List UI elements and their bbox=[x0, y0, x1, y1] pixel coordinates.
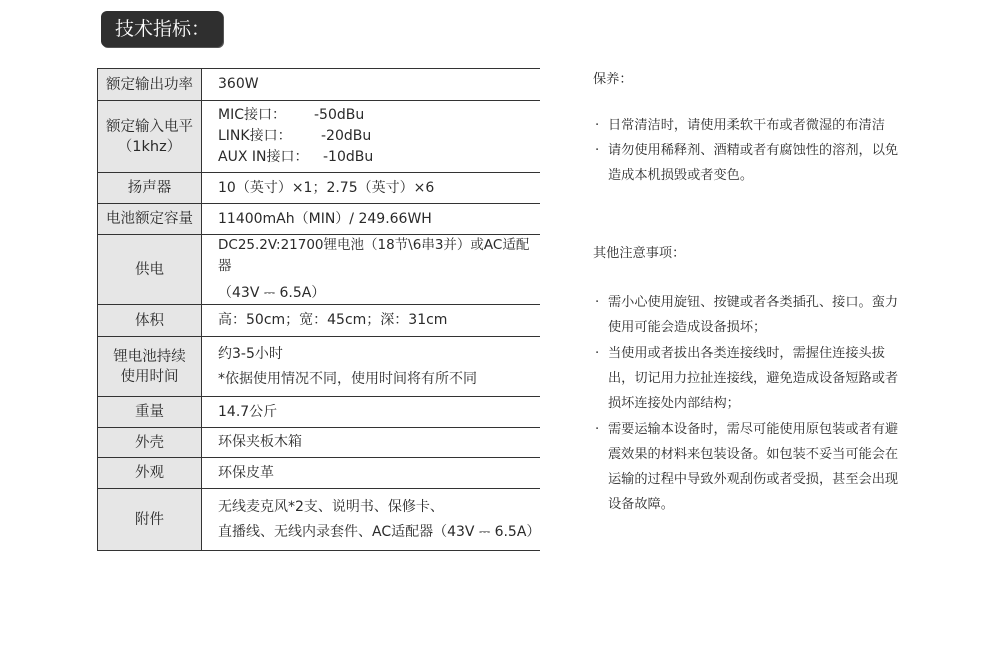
spec-label: 电池额定容量 bbox=[98, 204, 202, 235]
note-text: 需小心使用旋钮、按键或者各类插孔、接口。蛮力使用可能会造成设备损坏； bbox=[608, 295, 899, 335]
table-row bbox=[98, 173, 541, 204]
table-row bbox=[98, 101, 541, 173]
spec-value: 环保夹板木箱 bbox=[202, 428, 541, 458]
note-text: 日常清洁时，请使用柔软干布或者微湿的布清洁 bbox=[608, 118, 885, 133]
input-level-value: -50dBu bbox=[314, 107, 365, 123]
bullet-icon: · bbox=[595, 295, 600, 310]
spec-label: 重量 bbox=[98, 397, 202, 428]
table-row bbox=[98, 305, 541, 337]
table-row bbox=[98, 69, 541, 101]
spec-value-line2: （43V ⎓ 6.5A） bbox=[218, 285, 326, 301]
list-item bbox=[595, 113, 911, 138]
table-row bbox=[98, 204, 541, 235]
spec-value-line2: *依据使用情况不同，使用时间将有所不同 bbox=[218, 370, 477, 387]
spec-value: 无线麦克风*2支、说明书、保修卡、 bbox=[218, 498, 444, 515]
spec-label: 附件 bbox=[98, 489, 202, 551]
spec-label-sub: 使用时间 bbox=[120, 368, 179, 385]
spec-value-cell bbox=[202, 235, 541, 305]
spec-label-cell bbox=[98, 101, 202, 173]
table-row bbox=[98, 397, 541, 428]
table-row bbox=[98, 235, 541, 305]
spec-value-cell bbox=[202, 489, 541, 551]
spec-label: 体积 bbox=[98, 305, 202, 337]
input-level-row bbox=[218, 147, 540, 168]
input-level-row bbox=[218, 126, 540, 147]
input-level-key: AUX IN接口： bbox=[218, 149, 309, 165]
spec-label-cell bbox=[98, 337, 202, 397]
spec-label: 供电 bbox=[98, 235, 202, 305]
section-title: 技术指标： bbox=[101, 11, 223, 47]
input-level-key: LINK接口： bbox=[218, 128, 292, 144]
bullet-icon: · bbox=[595, 422, 600, 437]
input-level-value: -10dBu bbox=[323, 149, 374, 165]
table-row bbox=[98, 489, 541, 551]
notices-title: 其他注意事项： bbox=[593, 246, 686, 261]
spec-label: 额定输入电平 bbox=[106, 118, 193, 135]
input-level-row bbox=[218, 105, 540, 126]
spec-label: 额定输出功率 bbox=[98, 69, 202, 101]
maintenance-title: 保养： bbox=[593, 72, 633, 87]
table-row bbox=[98, 337, 541, 397]
input-level-key: MIC接口： bbox=[218, 107, 286, 123]
spec-label: 扬声器 bbox=[98, 173, 202, 204]
table-row bbox=[98, 428, 541, 458]
list-item bbox=[595, 341, 911, 416]
note-text: 需要运输本设备时，需尽可能使用原包装或者有避震效果的材料来包装设备。如包装不妥当可能会在运输的过程中导致外观刮伤或者受损，甚至会出现设备故障。 bbox=[608, 422, 899, 512]
list-item bbox=[595, 138, 911, 188]
bullet-icon: · bbox=[595, 143, 600, 158]
list-item bbox=[595, 290, 911, 340]
spec-value: 高：50cm；宽：45cm；深：31cm bbox=[202, 305, 541, 337]
spec-value: 14.7公斤 bbox=[202, 397, 541, 428]
spec-value: 11400mAh（MIN）/ 249.66WH bbox=[202, 204, 541, 235]
input-level-value: -20dBu bbox=[321, 128, 372, 144]
spec-value: 10（英寸）×1；2.75（英寸）×6 bbox=[202, 173, 541, 204]
spec-label-sub: （1khz） bbox=[117, 138, 182, 155]
spec-value-cell bbox=[202, 337, 541, 397]
table-row bbox=[98, 458, 541, 489]
note-text: 当使用或者拔出各类连接线时，需握住连接头拔出，切记用力拉扯连接线，避免造成设备短路或者损坏连接处内部结构； bbox=[608, 346, 899, 411]
spec-label: 外观 bbox=[98, 458, 202, 489]
list-item bbox=[595, 417, 911, 517]
bullet-icon: · bbox=[595, 346, 600, 361]
spec-value: DC25.2V:21700锂电池（18节\6串3并）或AC适配器 bbox=[218, 237, 530, 274]
spec-value-cell bbox=[202, 101, 541, 173]
spec-table bbox=[97, 68, 540, 551]
spec-value: 360W bbox=[202, 69, 541, 101]
bullet-icon: · bbox=[595, 118, 600, 133]
spec-label: 外壳 bbox=[98, 428, 202, 458]
spec-value: 约3-5小时 bbox=[218, 345, 283, 362]
note-text: 请勿使用稀释剂、酒精或者有腐蚀性的溶剂，以免造成本机损毁或者变色。 bbox=[608, 143, 899, 183]
spec-value-line2: 直播线、无线内录套件、AC适配器（43V ⎓ 6.5A） bbox=[218, 523, 541, 540]
spec-value: 环保皮革 bbox=[202, 458, 541, 489]
spec-label: 锂电池持续 bbox=[113, 348, 186, 365]
